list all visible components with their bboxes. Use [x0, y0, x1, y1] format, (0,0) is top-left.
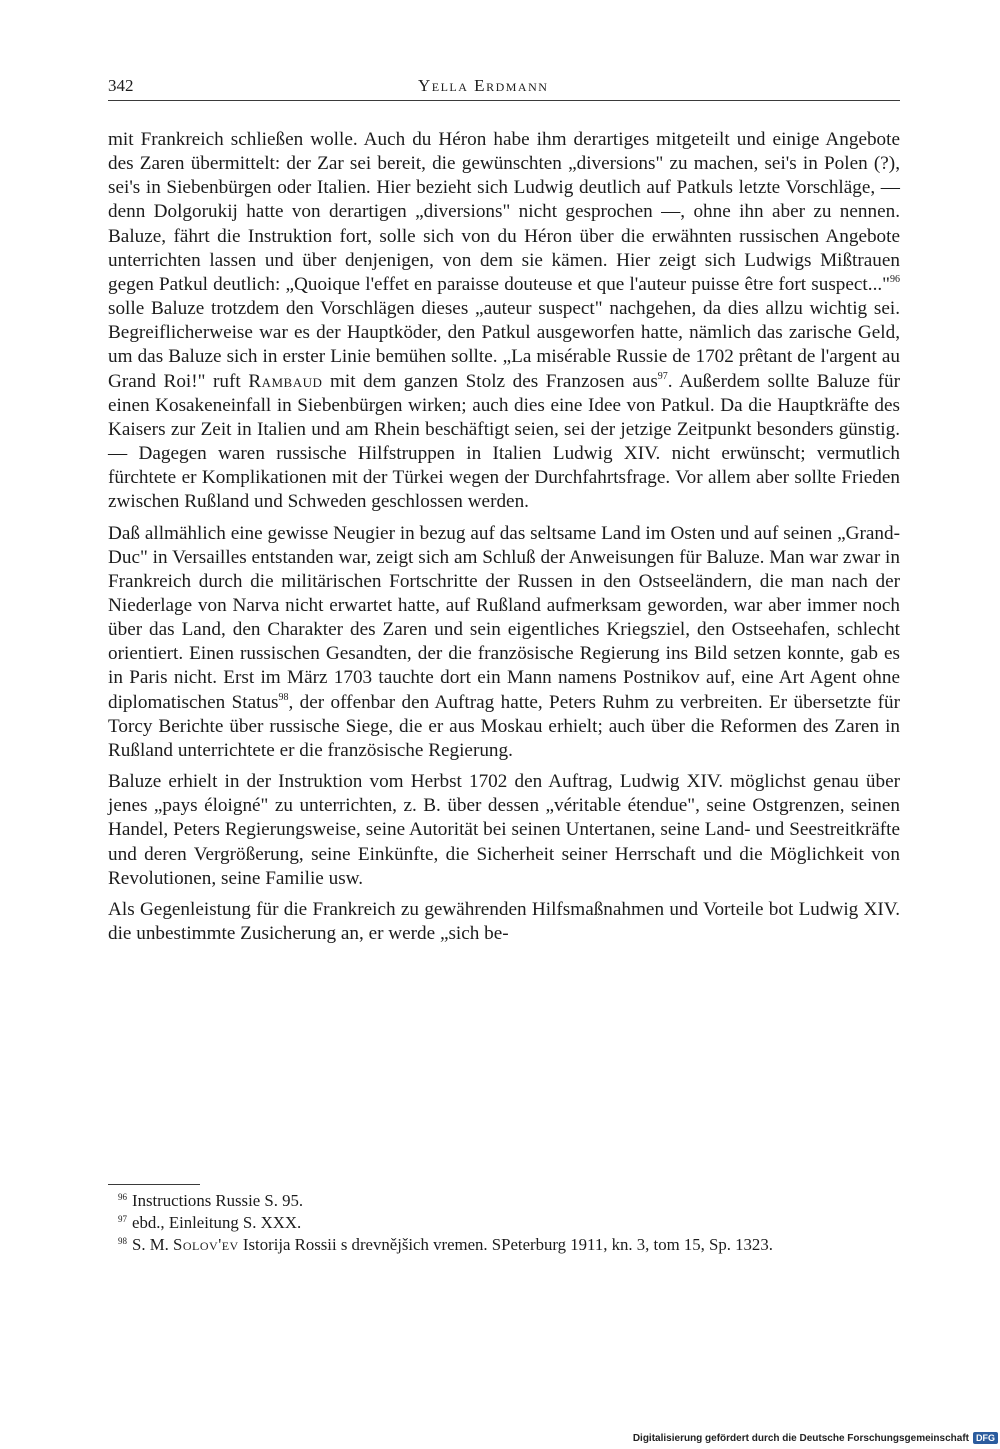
footnote-text: Istorija Rossii s drevnějšich vremen. SPeterburg 1911, kn. 3, tom 15, Sp. 1323. [238, 1235, 773, 1254]
paragraph-4: Als Gegenleistung für die Frankreich zu gewährenden Hilfsmaßnahmen und Vorteile bot Ludwig XIV. die unbestimmte Zusicherung an, er werde „sich be- [108, 898, 900, 944]
footnote-mark: 98 [118, 1236, 127, 1246]
footnote-author-prefix: S. M. [132, 1235, 174, 1254]
credit-text: Digitalisierung gefördert durch die Deutsche Forschungsgemeinschaft [632, 1432, 969, 1444]
paragraph-2-part-b: , der offenbar den Auftrag hatte, Peters Ruhm zu verbreiten. Er übersetzte für Torcy Berichte über russische Siege, die er aus Moskau erhielt; auch über die Reformen des Zaren in Rußland unterrichtete er die französische Regierung. [108, 691, 900, 761]
paragraph-1 [108, 128, 900, 515]
paragraph-1-part-a: mit Frankreich schließen wolle. Auch du Héron habe ihm derartiges mitgeteilt und einige Angebote des Zaren übermittelt: der Zar sei bereit, die gewünschten „diversions" zu machen, sei's in Polen (?), sei's in Siebenbürgen oder Italien. Hier bezieht sich Ludwig deutlich auf Patkuls letzte Vorschläge, — denn Dolgorukij hatte von derartigen „diversions" nicht gesprochen —, ohne ihn aber zu nennen. Baluze, fährt die Instruktion fort, solle sich von du Héron über die erwähnten russischen Angebote unterrichten lassen und über denjenigen, von dem sie kämen. Hier zeigt sich Ludwigs Mißtrauen gegen Patkul deutlich: „Quoique l'effet en paraisse douteuse et que l'auteur puisse être fort suspect..." [108, 129, 900, 295]
dfg-logo-icon: DFG [973, 1432, 998, 1444]
footnote-96 [118, 1190, 900, 1212]
footnote-author: Solov'ev [173, 1235, 239, 1254]
paragraph-2-part-a: Daß allmählich eine gewisse Neugier in bezug auf das seltsame Land im Osten und auf seinen „Grand-Duc" in Versailles entstanden war, zeigt sich am Schluß der Anweisungen für Baluze. Man war zwar in Frankreich durch die militärischen Fortschritte der Russen in den Ostseeländern, die man nach der Niederlage von Narva nicht erwartet hatte, auf Rußland aufmerksam geworden, war aber immer noch über das Land, den Charakter des Zaren und sein eigentliches Kriegsziel, den Ostseehafen, schlecht orientiert. Einen russischen Gesandten, der die französische Regierung ins Bild setzen konnte, gab es in Paris nicht. Erst im März 1703 tauchte dort ein Mann namens Postnikov auf, eine Art Agent ohne diplomatischen Status [108, 522, 900, 713]
footnote-text: ebd., Einleitung S. XXX. [132, 1213, 302, 1232]
paragraph-2 [108, 522, 900, 764]
author-rambaud: Rambaud [248, 370, 323, 392]
paragraph-1-part-d: . Außerdem sollte Baluze für einen Kosakeneinfall in Siebenbürgen wirken; auch dies eine Idee von Patkul. Da die Hauptkräfte des Kaisers zur Zeit in Italien und am Rhein beschäftigt seien, sei der jetzige Zeitpunkt besonders günstig. — Dagegen waren russische Hilfstruppen in Italien Ludwig XIV. nicht erwünscht; vermutlich fürchtete er Komplikationen mit der Türkei wegen der Durchfahrtsfrage. Vor allem aber sollte Frieden zwischen Rußland und Schweden geschlossen werden. [108, 370, 901, 513]
footnote-ref-96: 96 [890, 273, 900, 285]
paragraph-1-part-b: solle Baluze trotzdem den Vorschlägen dieses „auteur suspect" nachgehen, da dies allzu wichtig sei. Begreiflicherweise war es der Hauptköder, den Patkul ausgeworfen hatte, nämlich das zarische Geld, um das Baluze sich in erster Linie bemühen sollte. „La misérable Russie de 1702 prêtant de l'argent au Grand Roi!" ruft [108, 298, 900, 392]
paragraph-3: Baluze erhielt in der Instruktion vom Herbst 1702 den Auftrag, Ludwig XIV. möglichst genau über jenes „pays éloigné" zu unterrichten, z. B. über dessen „véritable étendue", seine Ostgrenzen, seinen Handel, Peters Regierungsweise, seine Autorität bei seinen Untertanen, seine Land- und Seestreitkräfte und deren Vergrößerung, seine Einkünfte, die Sicherheit seiner Herrschaft und die Möglichkeit von Revolutionen, seine Familie usw. [108, 771, 900, 889]
footnotes [118, 1190, 900, 1256]
footnote-mark: 96 [118, 1192, 127, 1202]
footnote-text: Instructions Russie S. 95. [132, 1191, 304, 1210]
footnote-ref-98: 98 [278, 691, 289, 703]
paragraph-1-part-c: mit dem ganzen Stolz des Franzosen aus [322, 370, 658, 392]
body-text [108, 128, 900, 946]
header-rule [108, 100, 900, 101]
running-head: Yella Erdmann [418, 76, 549, 95]
footnote-rule [108, 1184, 200, 1185]
digitization-credit [606, 1430, 998, 1446]
footnote-97 [118, 1212, 900, 1234]
footnote-ref-97: 97 [657, 370, 668, 382]
footnote-98 [118, 1234, 900, 1256]
page-number: 342 [108, 76, 134, 95]
footnote-mark: 97 [118, 1214, 127, 1224]
page-header [108, 76, 900, 106]
